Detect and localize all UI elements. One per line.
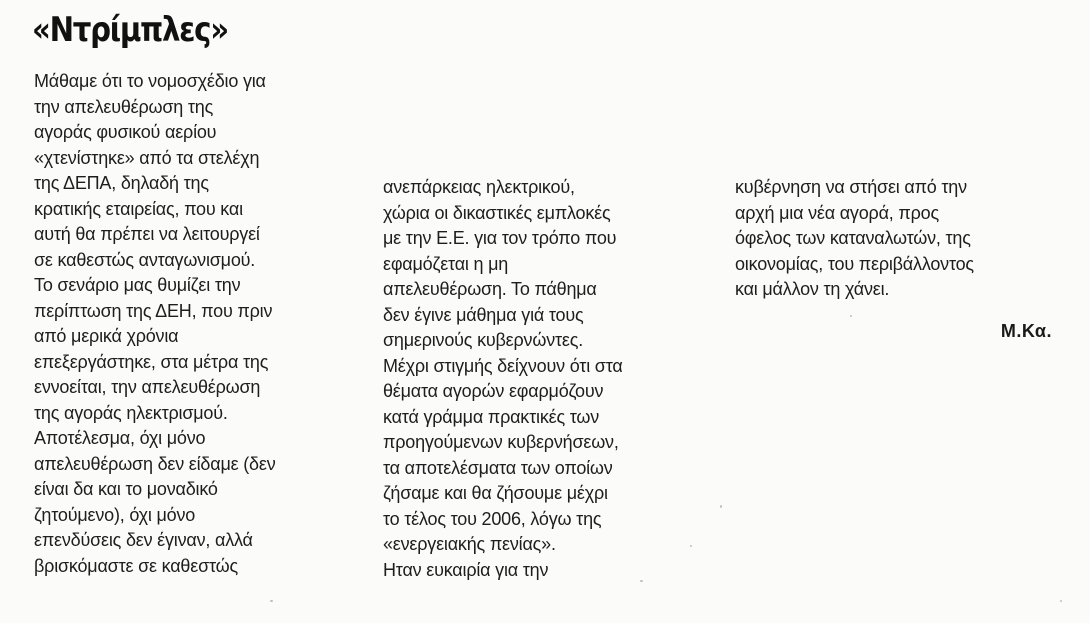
column-2-line-3: με την Ε.Ε. για τον τρόπο που bbox=[383, 228, 617, 248]
scan-speck bbox=[850, 315, 852, 317]
column-2-line-4: εφαμόζεται η μη bbox=[383, 253, 509, 274]
column-1-line-6: κρατικής εταιρείας, που και bbox=[34, 198, 243, 219]
column-2-line-13: ζήσαμε και θα ζήσουμε μέχρι bbox=[383, 483, 608, 503]
column-1-line-1: Μάθαμε ότι το νομοσχέδιο για bbox=[34, 71, 266, 91]
scan-speck bbox=[720, 505, 722, 508]
article-column-1 bbox=[34, 69, 354, 579]
scan-speck bbox=[640, 580, 643, 582]
column-3-line-1: κυβέρνηση να στήσει από την bbox=[735, 177, 967, 197]
column-1-line-14: της αγοράς ηλεκτρισμού. bbox=[34, 402, 228, 423]
column-1-line-13: εννοείται, την απελευθέρωση bbox=[34, 377, 261, 397]
column-2-line-12: τα αποτελέσματα των οποίων bbox=[383, 457, 613, 478]
scan-speck bbox=[1060, 600, 1062, 602]
column-1-line-19: επενδύσεις δεν έγιναν, αλλά bbox=[34, 530, 253, 550]
column-2-line-16: Ηταν ευκαιρία για την bbox=[383, 559, 549, 580]
column-2-line-6: δεν έγινε μάθημα γιά τους bbox=[383, 304, 584, 325]
column-2-line-15: «ενεργειακής πενίας». bbox=[383, 534, 556, 554]
column-1-line-3: αγοράς φυσικού αερίου bbox=[34, 122, 217, 142]
column-1-line-8: σε καθεστώς ανταγωνισμού. bbox=[34, 249, 256, 270]
article-column-3 bbox=[735, 175, 1055, 303]
column-1-line-10: περίπτωση της ΔΕΗ, που πριν bbox=[34, 300, 273, 321]
scan-speck bbox=[690, 545, 692, 547]
column-2-line-2: χώρια οι δικαστικές εμπλοκές bbox=[383, 202, 611, 223]
article-title: «Ντρίμπλες» bbox=[32, 10, 228, 50]
column-2-line-11: προηγούμενων κυβερνήσεων, bbox=[383, 432, 619, 452]
column-1-line-18: ζητούμενο), όχι μόνο bbox=[34, 504, 196, 525]
column-2-line-14: το τέλος του 2006, λόγω της bbox=[383, 508, 602, 529]
column-2-line-7: σημερινούς κυβερνώντες. bbox=[383, 330, 584, 350]
column-3-line-3: όφελος των καταναλωτών, της bbox=[735, 228, 971, 248]
column-1-line-11: από μερικά χρόνια bbox=[34, 326, 179, 346]
column-2-line-9: θέματα αγορών εφαρμόζουν bbox=[383, 381, 604, 401]
column-2-line-10: κατά γράμμα πρακτικές των bbox=[383, 406, 600, 427]
column-2-line-8: Μέχρι στιγμής δείχνουν ότι στα bbox=[383, 355, 623, 376]
column-1-line-7: αυτή θα πρέπει να λειτουργεί bbox=[34, 224, 260, 244]
column-1-line-12: επεξεργάστηκε, στα μέτρα της bbox=[34, 351, 269, 372]
column-1-line-5: της ΔΕΠΑ, δηλαδή της bbox=[34, 173, 209, 193]
column-1-line-2: την απελευθέρωση της bbox=[34, 96, 214, 117]
scan-speck bbox=[270, 600, 273, 602]
column-2-line-1: ανεπάρκειας ηλεκτρικού, bbox=[383, 177, 575, 197]
column-1-line-17: είναι δα και το μοναδικό bbox=[34, 479, 218, 499]
column-1-line-15: Αποτέλεσμα, όχι μόνο bbox=[34, 428, 206, 448]
column-3-line-4: οικονομίας, του περιβάλλοντος bbox=[735, 253, 974, 274]
column-1-line-20: βρισκόμαστε σε καθεστώς bbox=[34, 555, 238, 576]
article-column-2 bbox=[383, 175, 703, 583]
column-1-line-9: Το σενάριο μας θυμίζει την bbox=[34, 275, 241, 295]
column-3-line-2: αρχή μια νέα αγορά, προς bbox=[735, 202, 939, 223]
author-signature: Μ.Κα. bbox=[1000, 321, 1052, 341]
column-2-line-5: απελευθέρωση. Το πάθημα bbox=[383, 279, 597, 299]
column-1-line-16: απελευθέρωση δεν είδαμε (δεν bbox=[34, 453, 276, 474]
column-1-line-4: «χτενίστηκε» από τα στελέχη bbox=[34, 147, 260, 168]
column-3-line-5: και μάλλον τη χάνει. bbox=[735, 279, 890, 299]
